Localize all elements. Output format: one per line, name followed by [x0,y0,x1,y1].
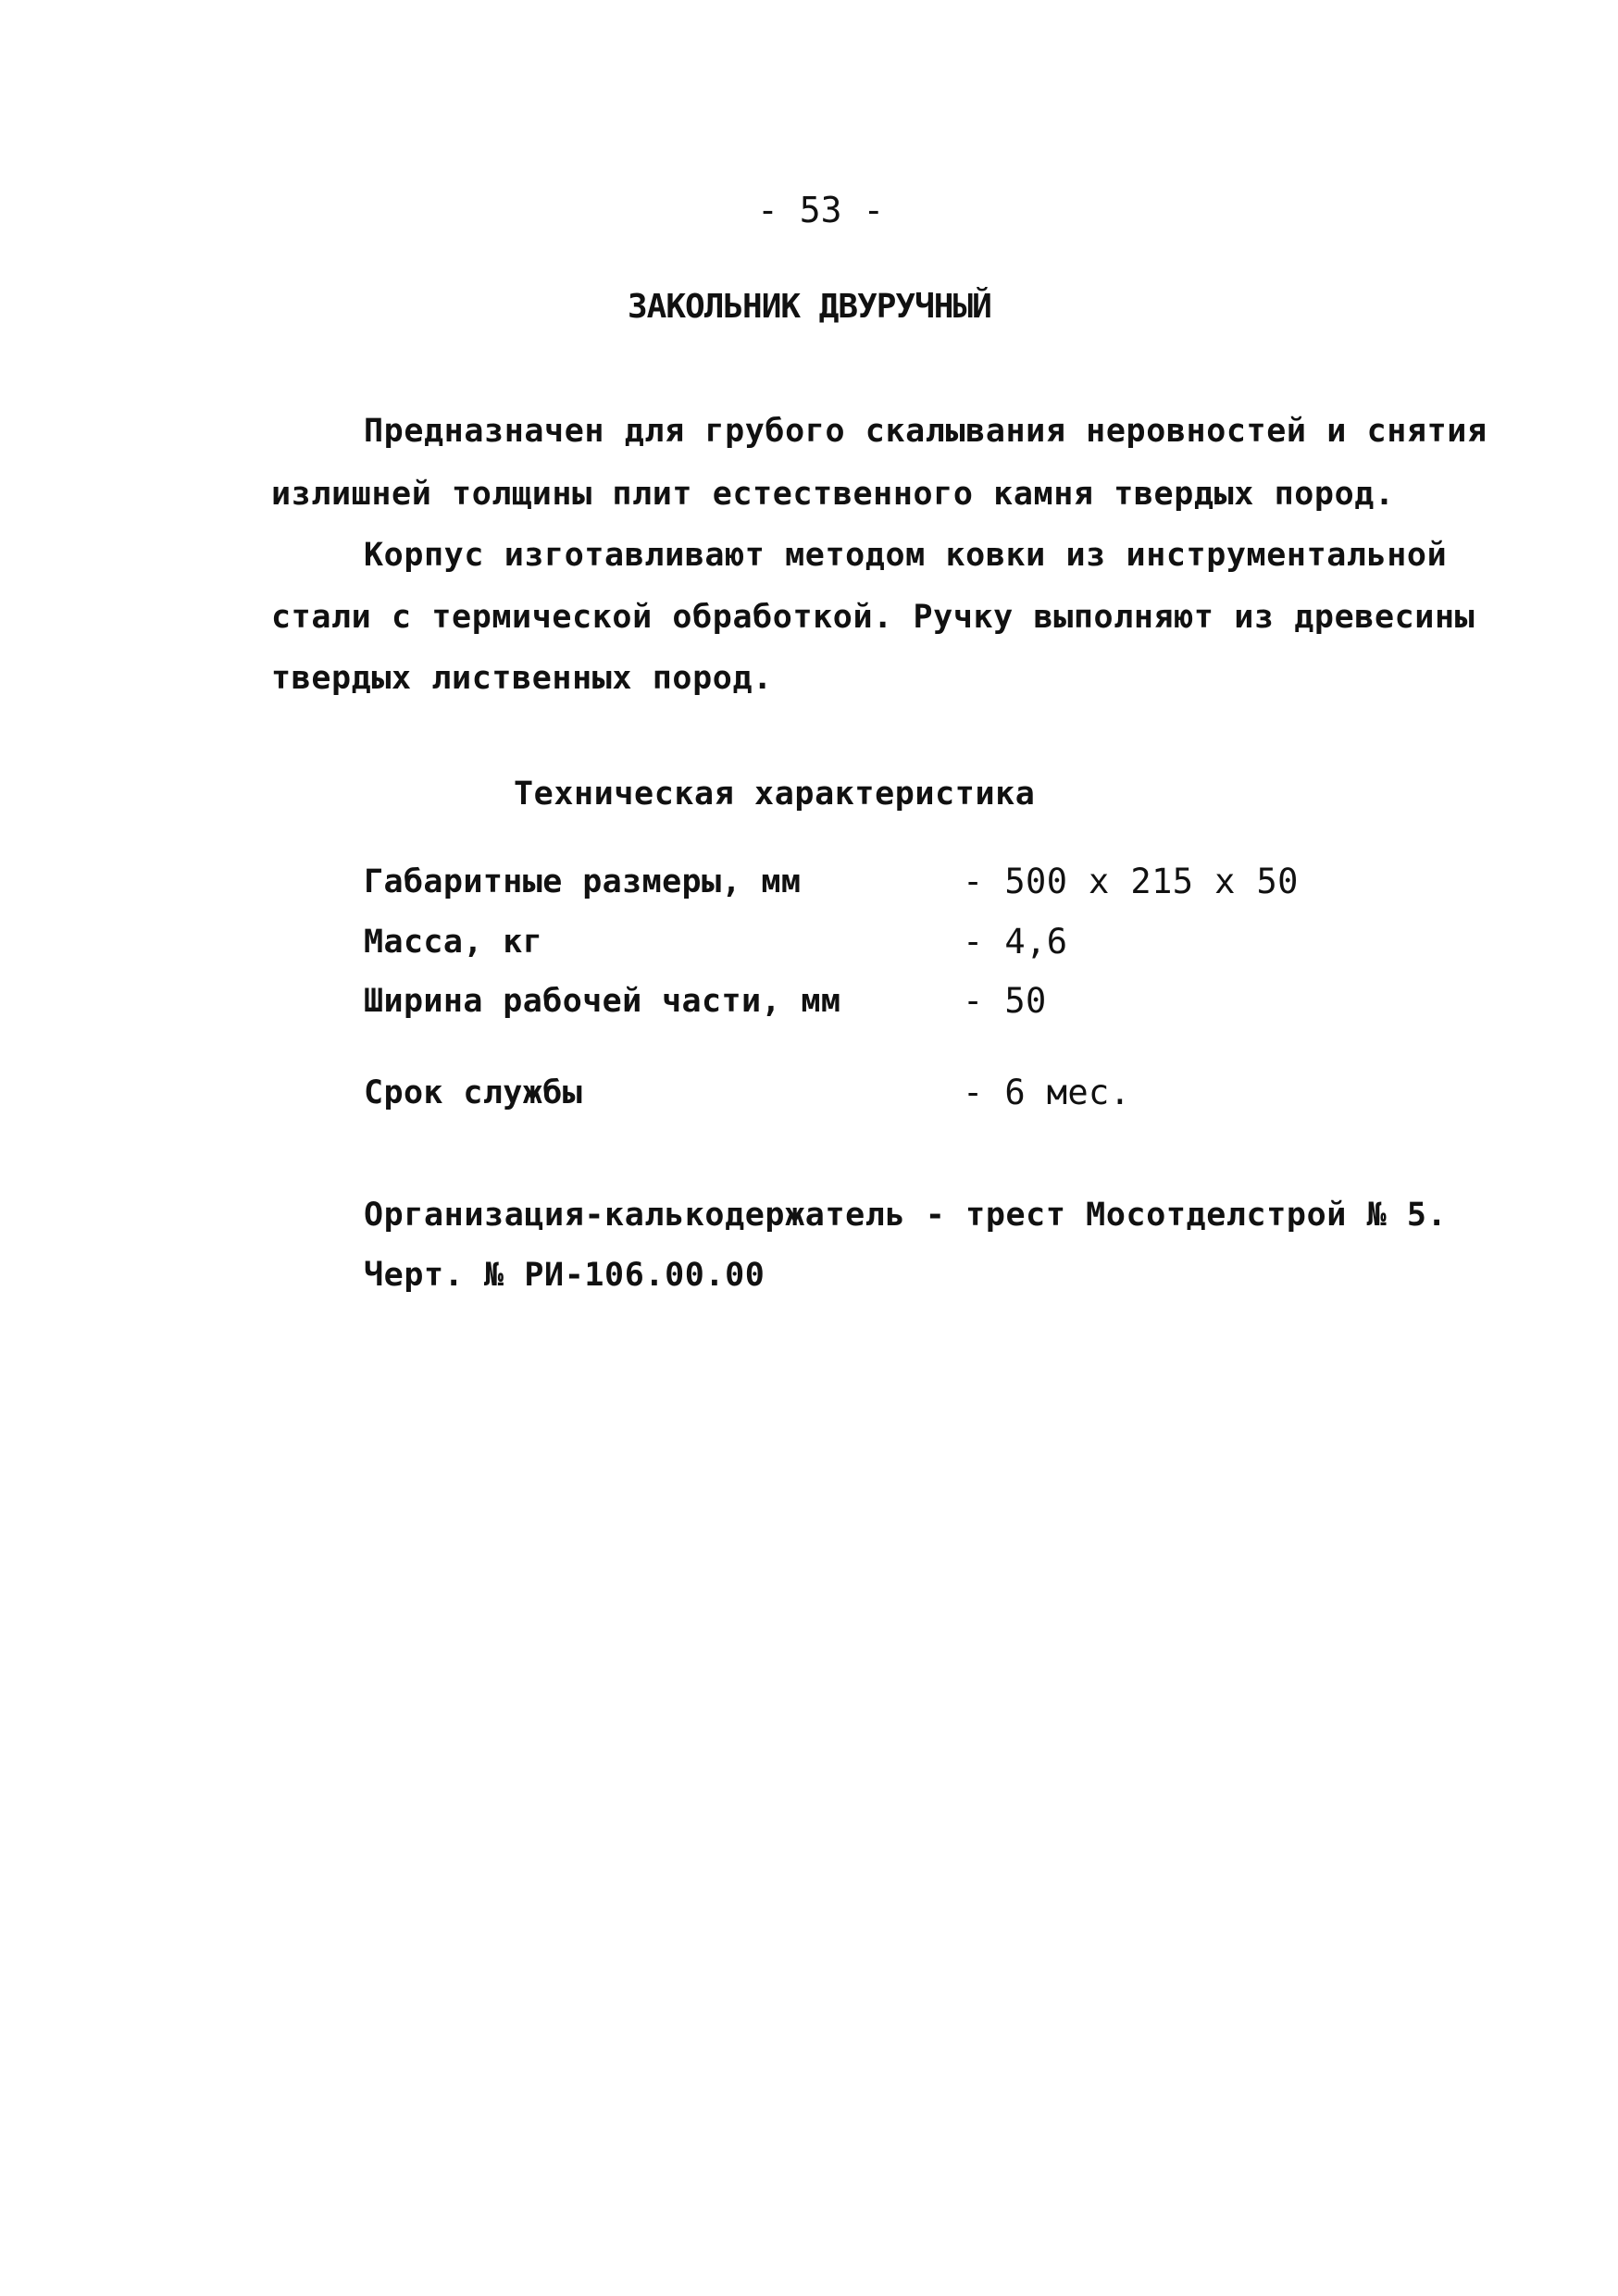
spec-value: - 500 x 215 x 50 [963,862,1299,901]
description-line: стали с термической обработкой. Ручку выполняют из древесины [271,599,1475,636]
document-title: ЗАКОЛЬНИК ДВУРУЧНЫЙ [628,288,991,326]
drawing-number: Черт. № РИ-106.00.00 [364,1257,765,1294]
spec-label: Ширина рабочей части, мм [364,983,841,1020]
description-line: Предназначен для грубого скалывания неровностей и снятия [364,413,1487,450]
spec-label: Срок службы [364,1074,583,1111]
spec-label: Габаритные размеры, мм [364,863,802,900]
description-line: твердых лиственных пород. [271,660,773,697]
specs-title: Техническая характеристика [514,776,1036,813]
spec-value: - 6 мес. [963,1073,1131,1112]
spec-value: - 4,6 [963,922,1068,962]
spec-value: - 50 [963,981,1047,1021]
description-line: излишней толщины плит естественного камня твердых пород. [271,476,1395,513]
organization-line: Организация-калькодержатель - трест Мосотделстрой № 5. [364,1197,1448,1234]
page-number: - 53 - [757,190,885,230]
description-line: Корпус изготавливают методом ковки из инструментальной [364,537,1448,574]
spec-label: Масса, кг [364,924,543,961]
